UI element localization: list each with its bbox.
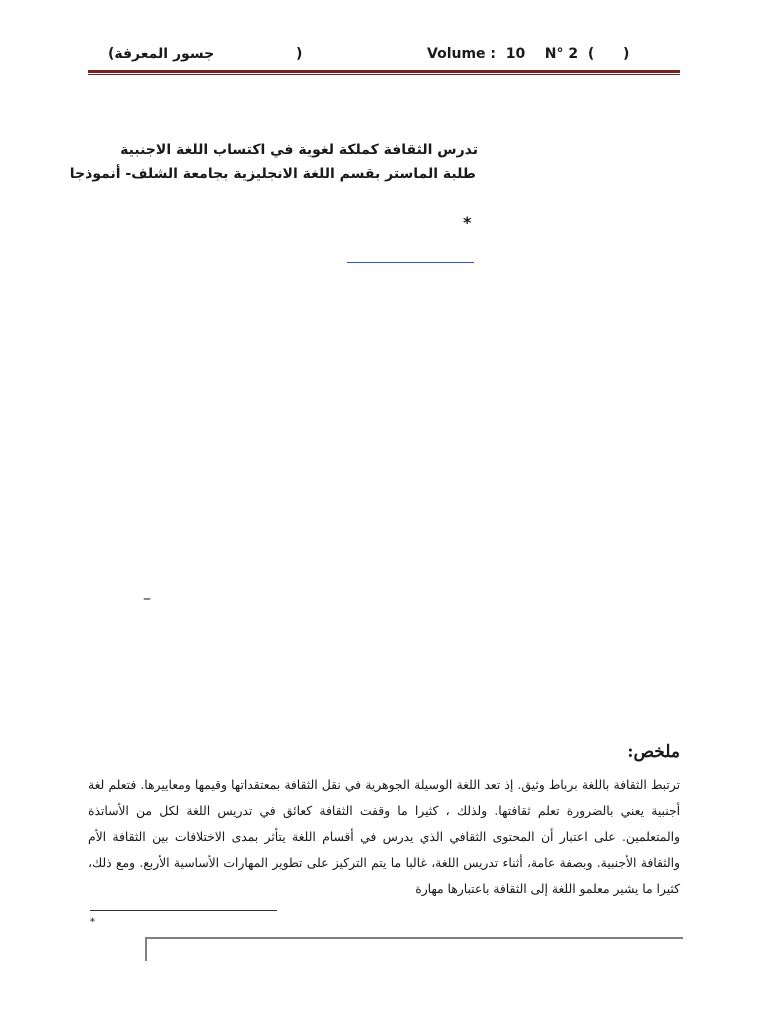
header-parenthesis: ) — [296, 46, 303, 62]
author-email-link[interactable] — [347, 262, 474, 263]
paper-subtitle: طلبة الماستر بقسم اللغة الانجليزية بجامعة الشلف- أنموذجا — [69, 166, 476, 182]
header-rule — [88, 70, 680, 73]
author-footnote-marker: * — [463, 213, 472, 232]
abstract-heading: ملخص: — [627, 742, 680, 762]
volume-issue: Volume : 10 N° 2 ( — [427, 46, 595, 62]
footnote-marker: * — [90, 917, 95, 928]
abstract-body: ترتبط الثقافة باللغة برباط وثيق. إذ تعد اللغة الوسيلة الجوهرية في نقل الثقافة بمعتقداتها وقيمها ومعاييرها. فتعلم لغة أجنبية يعني بالضرورة تعلم ثقافتها. ولذلك ، كثيرا ما وقفت الثقافة كعائق في تدريس اللغة لكل من الأساتذة والمتعلمين. على اعتبار أن المحتوى الثقافي الذي يدرس في أقسام اللغة يتأثر بمدى الاختلافات بين الثقافة الأم والثقافة الأجنبية. وبصفة عامة، أثناء تدريس اللغة، غالبا ما يتم التركيز على تطوير المهارات الأساسية الأربع. ومع ذلك، كثيرا ما يشير معلمو اللغة إلى الثقافة باعتبارها مهارة — [88, 778, 680, 896]
footer-tick — [145, 937, 147, 961]
footer-rule — [145, 937, 683, 939]
journal-name: جسور المعرفة) — [108, 46, 215, 62]
footnote-separator — [90, 910, 277, 911]
dash-mark: – — [143, 588, 151, 607]
header-parenthesis-closing: ) — [623, 46, 630, 62]
paper-title: تدرس الثقافة كملكة لغوية في اكتساب اللغة الاجنبية — [120, 142, 478, 158]
header-rule-thin — [88, 74, 680, 75]
